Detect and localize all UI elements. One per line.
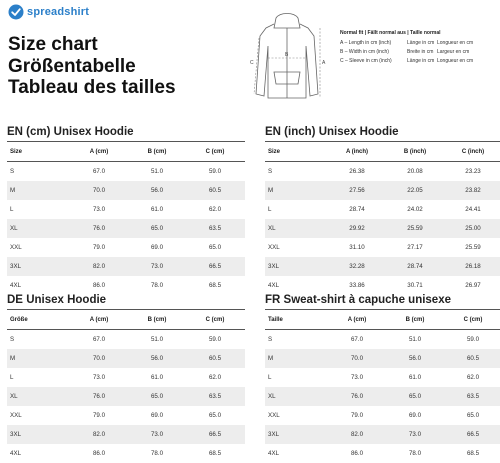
cell-c: 62.0 — [208, 374, 222, 381]
cell-size: XXL — [268, 412, 280, 419]
cell-a: 79.0 — [92, 244, 106, 251]
table-title-name: Unisex Hoodie — [53, 126, 134, 138]
table-row — [265, 444, 500, 463]
cell-c: 26.18 — [465, 263, 481, 270]
cell-size: M — [268, 355, 274, 362]
svg-text:C: C — [250, 60, 254, 66]
cell-size: 3XL — [268, 431, 280, 438]
header-size: Taille — [268, 316, 283, 323]
cell-a: 86.0 — [92, 282, 106, 289]
table-title-name: Unisex Hoodie — [26, 294, 107, 306]
header-size: Size — [10, 148, 23, 155]
cell-c: 62.0 — [466, 374, 480, 381]
cell-c: 59.0 — [208, 336, 222, 343]
cell-size: XXL — [10, 244, 22, 251]
cell-size: 4XL — [10, 450, 22, 457]
cell-size: L — [10, 374, 14, 381]
header-size: Size — [268, 148, 281, 155]
legend-label-fr: Longueur en cm — [437, 40, 474, 46]
table-row — [7, 257, 245, 276]
cell-a: 70.0 — [350, 355, 364, 362]
cell-size: M — [10, 355, 16, 362]
cell-size: XL — [268, 393, 276, 400]
cell-b: 65.0 — [150, 225, 164, 232]
cell-b: 20.08 — [407, 168, 423, 175]
table-row — [7, 349, 245, 368]
cell-a: 29.92 — [349, 225, 365, 232]
cell-c: 23.23 — [465, 168, 481, 175]
cell-b: 56.0 — [150, 187, 164, 194]
cell-a: 73.0 — [92, 374, 106, 381]
cell-b: 73.0 — [150, 263, 164, 270]
table-row — [7, 368, 245, 387]
legend-label-en: A – Length in cm (inch) — [340, 40, 392, 46]
legend-header: Normal fit | Fällt normal aus | Taille normal — [340, 30, 441, 36]
cell-size: S — [268, 336, 273, 343]
measurement-legend — [340, 30, 485, 67]
cell-b: 61.0 — [408, 374, 422, 381]
cell-c: 26.97 — [465, 282, 481, 289]
cell-c: 25.00 — [465, 225, 481, 232]
header-c: C (cm) — [205, 148, 225, 155]
cell-a: 76.0 — [92, 225, 106, 232]
legend-label-de: Länge in cm — [407, 58, 435, 64]
cell-size: 4XL — [10, 282, 22, 289]
cell-c: 59.0 — [466, 336, 480, 343]
header-c: C (cm) — [205, 316, 225, 323]
cell-c: 63.5 — [208, 393, 222, 400]
legend-label-de: Breite in cm — [407, 49, 434, 55]
table-body — [7, 330, 245, 463]
cell-c: 68.5 — [208, 450, 222, 457]
cell-b: 78.0 — [150, 282, 164, 289]
table-row — [265, 200, 500, 219]
table-row — [265, 257, 500, 276]
cell-size: S — [268, 168, 273, 175]
table-row — [265, 162, 500, 181]
table-header — [265, 309, 500, 330]
cell-a: 76.0 — [350, 393, 364, 400]
table-row — [265, 406, 500, 425]
table-row — [7, 406, 245, 425]
svg-text:B: B — [285, 52, 289, 58]
cell-size: 3XL — [268, 263, 280, 270]
table-row — [7, 330, 245, 349]
table-row — [7, 219, 245, 238]
header-size: Größe — [10, 316, 28, 323]
cell-size: XXL — [268, 244, 280, 251]
cell-b: 61.0 — [150, 206, 164, 213]
cell-a: 82.0 — [92, 431, 106, 438]
cell-size: XXL — [10, 412, 22, 419]
cell-a: 76.0 — [92, 393, 106, 400]
header-b: B (inch) — [403, 148, 427, 155]
table-body — [265, 330, 500, 463]
cell-size: M — [268, 187, 274, 194]
cell-b: 65.0 — [150, 393, 164, 400]
table-title-prefix: DE — [7, 294, 23, 306]
brand-logo — [8, 4, 89, 20]
page-titles — [8, 34, 176, 99]
table-row — [7, 162, 245, 181]
header-a: A (cm) — [89, 316, 109, 323]
legend-label-en: C – Sleeve in cm (inch) — [340, 58, 392, 64]
table-title-name: Unisex Hoodie — [318, 126, 399, 138]
cell-b: 73.0 — [408, 431, 422, 438]
hoodie-outline-icon — [250, 12, 330, 104]
cell-c: 60.5 — [466, 355, 480, 362]
cell-b: 78.0 — [150, 450, 164, 457]
cell-b: 22.05 — [407, 187, 423, 194]
cell-b: 69.0 — [408, 412, 422, 419]
cell-c: 66.5 — [208, 263, 222, 270]
cell-c: 65.0 — [208, 244, 222, 251]
header-b: B (cm) — [147, 148, 167, 155]
header-b: B (cm) — [147, 316, 167, 323]
cell-a: 67.0 — [350, 336, 364, 343]
size-table-en-cm — [7, 125, 245, 295]
cell-b: 69.0 — [150, 412, 164, 419]
size-table-en-inch — [265, 125, 500, 295]
cell-c: 25.59 — [465, 244, 481, 251]
cell-c: 59.0 — [208, 168, 222, 175]
table-row — [7, 387, 245, 406]
cell-b: 69.0 — [150, 244, 164, 251]
cell-c: 68.5 — [208, 282, 222, 289]
title-fr: Tableau des tailles — [8, 77, 176, 98]
table-row — [265, 368, 500, 387]
cell-a: 27.56 — [349, 187, 365, 194]
cell-c: 23.82 — [465, 187, 481, 194]
table-title — [265, 125, 500, 139]
legend-label-fr: Largeur en cm — [437, 49, 470, 55]
table-title-prefix: FR — [265, 294, 281, 306]
table-title — [7, 125, 245, 139]
cell-c: 63.5 — [208, 225, 222, 232]
cell-c: 65.0 — [208, 412, 222, 419]
cell-c: 66.5 — [208, 431, 222, 438]
table-body — [7, 162, 245, 295]
cell-a: 86.0 — [350, 450, 364, 457]
size-table-de — [7, 293, 245, 463]
table-row — [265, 219, 500, 238]
cell-a: 70.0 — [92, 355, 106, 362]
table-title — [7, 293, 245, 307]
cell-c: 66.5 — [466, 431, 480, 438]
cell-b: 25.59 — [407, 225, 423, 232]
cell-c: 65.0 — [466, 412, 480, 419]
cell-b: 28.74 — [407, 263, 423, 270]
cell-b: 56.0 — [150, 355, 164, 362]
cell-c: 68.5 — [466, 450, 480, 457]
cell-a: 73.0 — [92, 206, 106, 213]
cell-a: 67.0 — [92, 336, 106, 343]
cell-a: 73.0 — [350, 374, 364, 381]
cell-b: 24.02 — [407, 206, 423, 213]
legend-label-en: B – Width in cm (inch) — [340, 49, 389, 55]
table-row — [7, 200, 245, 219]
title-de: Größentabelle — [8, 55, 136, 77]
cell-a: 70.0 — [92, 187, 106, 194]
cell-size: 3XL — [10, 431, 22, 438]
cell-b: 51.0 — [408, 336, 422, 343]
cell-size: XL — [10, 393, 18, 400]
cell-a: 82.0 — [92, 263, 106, 270]
cell-b: 65.0 — [408, 393, 422, 400]
cell-size: 3XL — [10, 263, 22, 270]
header-c: C (cm) — [463, 316, 483, 323]
table-header — [7, 141, 245, 162]
table-row — [265, 349, 500, 368]
cell-a: 32.28 — [349, 263, 365, 270]
cell-size: L — [10, 206, 14, 213]
header-a: A (cm) — [347, 316, 367, 323]
cell-b: 56.0 — [408, 355, 422, 362]
table-header — [265, 141, 500, 162]
cell-c: 60.5 — [208, 355, 222, 362]
table-row — [265, 425, 500, 444]
cell-c: 63.5 — [466, 393, 480, 400]
cell-size: M — [10, 187, 16, 194]
cell-size: XL — [10, 225, 18, 232]
cell-a: 26.38 — [349, 168, 365, 175]
cell-b: 73.0 — [150, 431, 164, 438]
table-row — [265, 181, 500, 200]
cell-a: 86.0 — [92, 450, 106, 457]
cell-a: 82.0 — [350, 431, 364, 438]
table-title — [265, 293, 500, 307]
table-row — [7, 425, 245, 444]
title-en: Size chart — [8, 34, 98, 55]
legend-label-fr: Longueur en cm — [437, 58, 474, 64]
svg-text:A: A — [322, 60, 326, 66]
cell-a: 31.10 — [349, 244, 365, 251]
cell-c: 24.41 — [465, 206, 481, 213]
legend-row — [340, 49, 485, 55]
legend-label-de: Länge in cm — [407, 40, 435, 46]
cell-size: S — [10, 336, 15, 343]
cell-b: 30.71 — [407, 282, 423, 289]
header-a: A (inch) — [345, 148, 369, 155]
table-row — [7, 238, 245, 257]
table-title-name: Sweat-shirt à capuche unisexe — [283, 294, 451, 306]
header-b: B (cm) — [405, 316, 425, 323]
cell-size: L — [268, 206, 272, 213]
table-row — [265, 387, 500, 406]
cell-size: 4XL — [268, 450, 280, 457]
cell-size: XL — [268, 225, 276, 232]
table-row — [7, 181, 245, 200]
cell-size: L — [268, 374, 272, 381]
brand-name: spreadshirt — [27, 6, 90, 18]
cell-a: 79.0 — [350, 412, 364, 419]
header-a: A (cm) — [89, 148, 109, 155]
cell-b: 61.0 — [150, 374, 164, 381]
cell-c: 62.0 — [208, 206, 222, 213]
table-row — [265, 238, 500, 257]
cell-a: 33.86 — [349, 282, 365, 289]
legend-row — [340, 58, 485, 64]
cell-b: 78.0 — [408, 450, 422, 457]
cell-c: 60.5 — [208, 187, 222, 194]
table-body — [265, 162, 500, 295]
table-header — [7, 309, 245, 330]
table-row — [7, 444, 245, 463]
legend-row — [340, 40, 485, 46]
table-title-prefix: EN (cm) — [7, 126, 51, 138]
hoodie-measurement-diagram — [250, 12, 330, 109]
spreadshirt-logo-icon — [8, 4, 24, 20]
header-c: C (inch) — [461, 148, 485, 155]
cell-size: S — [10, 168, 15, 175]
cell-a: 28.74 — [349, 206, 365, 213]
cell-b: 27.17 — [407, 244, 423, 251]
cell-b: 51.0 — [150, 336, 164, 343]
size-table-fr — [265, 293, 500, 463]
cell-a: 79.0 — [92, 412, 106, 419]
cell-size: 4XL — [268, 282, 280, 289]
cell-a: 67.0 — [92, 168, 106, 175]
table-row — [265, 330, 500, 349]
table-title-prefix: EN (inch) — [265, 126, 316, 138]
cell-b: 51.0 — [150, 168, 164, 175]
